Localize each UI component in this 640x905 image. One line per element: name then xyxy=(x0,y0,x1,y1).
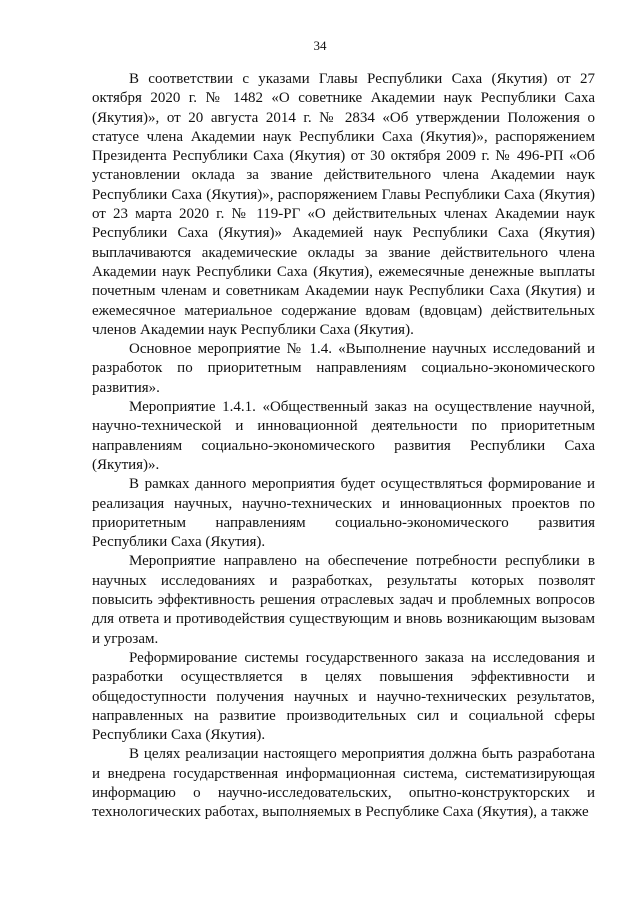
paragraph-research-needs: Мероприятие направлено на обеспечение потребности республики в научных исследованиях и разработках, результаты которых позволят повысить эффективность решения отраслевых задач и проблемных вопросов для ответа и противодействия существующим и вновь возникающим вызовам и угрозам. xyxy=(92,553,595,647)
paragraph-reform: Реформирование системы государственного заказа на исследования и разработки осуществляется в целях повышения эффективности и общедоступности получения научных и научно-технических результатов, направленных на развитие производительных сил и социальной сферы Республики Саха (Якутия). xyxy=(92,649,595,744)
paragraph-decrees: В соответствии с указами Главы Республики Саха (Якутия) от 27 октября 2020 г. № 1482 «О советнике Академии наук Республики Саха (Якутия)», от 20 августа 2014 г. № 2834 «Об утверждении Положения о статусе члена Академии наук Республики Саха (Якутия)», распоряжением Президента Республики Саха (Якутия) от 30 октября 2009 г. № 496-РП «Об установлении оклада за звание действительного члена Академии наук Республики Саха (Якутия)», распоряжением Главы Республики Саха (Якутия) от 23 марта 2020 г. № 119-РГ «О действительных членах Академии наук Республики Саха (Якутия)» Академией наук Республики Саха (Якутия) выплачиваются академические оклады за звание действительного члена Академии наук Республики Саха (Якутия), ежемесячные денежные выплаты почетным членам и советникам Академии наук Республики Саха (Якутия) и ежемесячное материальное содержание вдовам (вдовцам) действительных членов Академии наук Республики Саха (Якутия). xyxy=(92,71,595,338)
paragraph-information-system: В целях реализации настоящего мероприятия должна быть разработана и внедрена государственная информационная система, систематизирующая информацию о научно-исследовательских, опытно-конструкторских и технологических работах, выполняемых в Республике Саха (Якутия), а также xyxy=(92,746,595,821)
paragraph-activity-1-4-1: Мероприятие 1.4.1. «Общественный заказ на осуществление научной, научно-технической и инновационной деятельности по приоритетным направлениям социально-экономического развития Республики Саха (Якутия)». xyxy=(92,399,595,473)
paragraph-projects: В рамках данного мероприятия будет осуществляться формирование и реализация научных, научно-технических и инновационных проектов по приоритетным направлениям социально-экономического развития Республики Саха (Якутия). xyxy=(92,476,595,551)
body-text xyxy=(92,70,595,823)
paragraph-main-activity-1-4: Основное мероприятие № 1.4. «Выполнение научных исследований и разработок по приоритетным направлениям социально-экономического развития». xyxy=(92,341,595,396)
page-number: 34 xyxy=(313,38,327,53)
